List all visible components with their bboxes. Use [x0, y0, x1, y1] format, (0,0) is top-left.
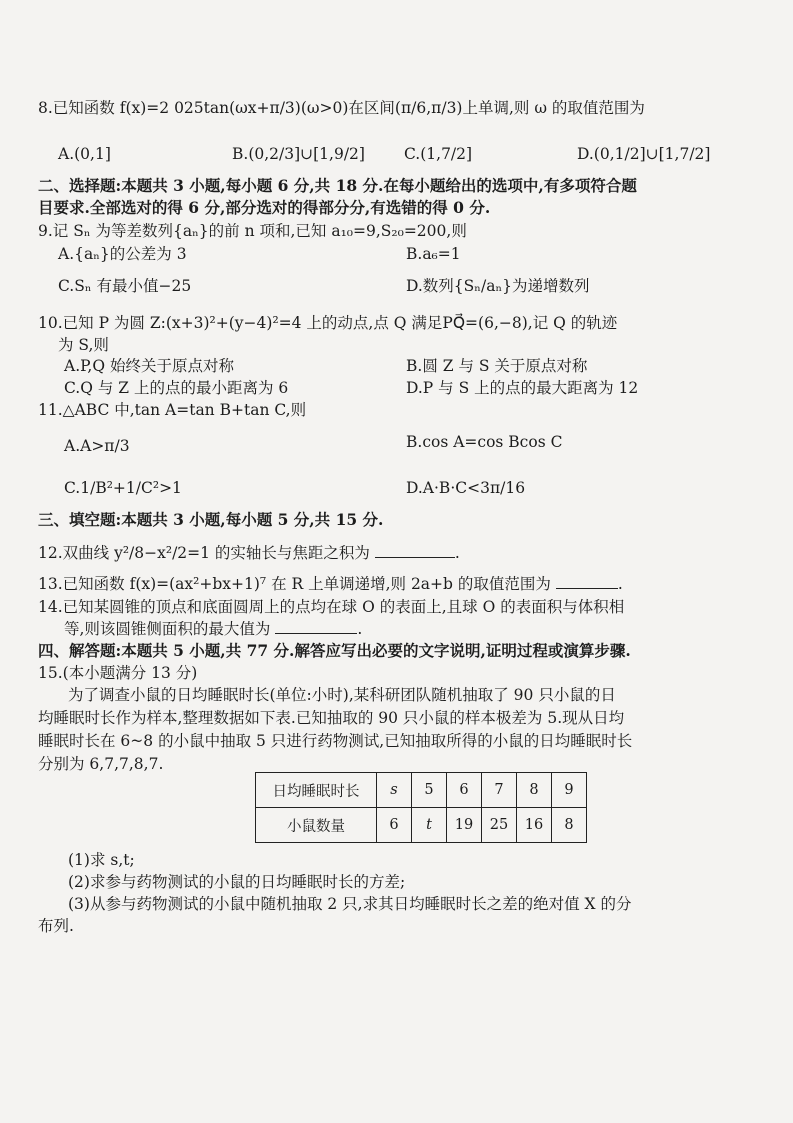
- q10-stem-cont: 为 S,则: [58, 336, 109, 354]
- table-cell: 16: [517, 808, 552, 843]
- table-cell: 6: [447, 773, 482, 808]
- q9-option-d: D.数列{Sₙ/aₙ}为递增数列: [406, 277, 590, 295]
- q8-option-c: C.(1,7/2]: [404, 145, 473, 163]
- q15-subquestion-1: (1)求 s,t;: [68, 851, 135, 869]
- table-header-mouse-count: 小鼠数量: [256, 808, 377, 843]
- table-cell: s: [377, 773, 412, 808]
- q15-paragraph-line1: 为了调查小鼠的日均睡眠时长(单位:小时),某科研团队随机抽取了 90 只小鼠的日: [68, 686, 616, 704]
- table-cell: 7: [482, 773, 517, 808]
- q14-period: .: [357, 620, 363, 638]
- q12-stem: [38, 543, 460, 563]
- table-cell: 8: [517, 773, 552, 808]
- table-cell: 6: [377, 808, 412, 843]
- q10-option-c: C.Q 与 Z 上的点的最小距离为 6: [64, 379, 289, 397]
- q15-subquestion-2: (2)求参与药物测试的小鼠的日均睡眠时长的方差;: [68, 873, 406, 891]
- q11-option-a: A.A>π/3: [64, 437, 130, 455]
- table-row: [256, 773, 587, 808]
- q10-option-b: B.圆 Z 与 S 关于原点对称: [406, 357, 588, 375]
- table-row: [256, 808, 587, 843]
- table-cell: 5: [412, 773, 447, 808]
- q12-period: .: [454, 544, 460, 562]
- section3-heading: 三、填空题:本题共 3 小题,每小题 5 分,共 15 分.: [38, 510, 384, 529]
- q15-subquestion-3-cont: 布列.: [38, 917, 74, 935]
- q15-paragraph-line2: 均睡眠时长作为样本,整理数据如下表.已知抽取的 90 只小鼠的样本极差为 5.现从日均: [38, 709, 625, 727]
- q14-text: 等,则该圆锥侧面积的最大值为: [64, 620, 271, 638]
- q12-answer-blank: [375, 543, 455, 558]
- q10-stem: 10.已知 P 为圆 Z:(x+3)²+(y−4)²=4 上的动点,点 Q 满足PQ⃗=(6,−8),记 Q 的轨迹: [38, 314, 618, 332]
- q8-option-b: B.(0,2/3]∪[1,9/2]: [232, 145, 365, 163]
- table-header-sleep-hours: 日均睡眠时长: [256, 773, 377, 808]
- q14-answer-blank: [275, 619, 357, 634]
- table-cell: 9: [552, 773, 587, 808]
- q9-option-a: A.{aₙ}的公差为 3: [58, 245, 187, 263]
- q8-option-a: A.(0,1]: [58, 145, 111, 163]
- q15-paragraph-line3: 睡眠时长在 6~8 的小鼠中抽取 5 只进行药物测试,已知抽取所得的小鼠的日均睡眠时长: [38, 732, 633, 750]
- q13-text: 13.已知函数 f(x)=(ax²+bx+1)⁷ 在 R 上单调递增,则 2a+b 的取值范围为: [38, 575, 551, 593]
- q10-option-a: A.P,Q 始终关于原点对称: [64, 357, 234, 375]
- q13-stem: [38, 574, 623, 594]
- q8-stem: 8.已知函数 f(x)=2 025tan(ωx+π/3)(ω>0)在区间(π/6,π/3)上单调,则 ω 的取值范围为: [38, 99, 645, 117]
- q15-heading: 15.(本小题满分 13 分): [38, 664, 198, 682]
- q12-text: 12.双曲线 y²/8−x²/2=1 的实轴长与焦距之积为: [38, 544, 370, 562]
- section2-heading: 二、选择题:本题共 3 小题,每小题 6 分,共 18 分.在每小题给出的选项中,有多项符合题: [38, 176, 637, 195]
- table-cell: t: [412, 808, 447, 843]
- q9-option-c: C.Sₙ 有最小值−25: [58, 277, 192, 295]
- q8-option-d: D.(0,1/2]∪[1,7/2]: [577, 145, 711, 163]
- q11-option-c: C.1/B²+1/C²>1: [64, 479, 182, 497]
- q9-option-b: B.a₆=1: [406, 245, 461, 263]
- q14-stem-cont: [64, 619, 362, 639]
- q14-stem: 14.已知某圆锥的顶点和底面圆周上的点均在球 O 的表面上,且球 O 的表面积与体积相: [38, 598, 625, 616]
- q13-period: .: [617, 575, 623, 593]
- table-cell: 25: [482, 808, 517, 843]
- section4-heading: 四、解答题:本题共 5 小题,共 77 分.解答应写出必要的文字说明,证明过程或演算步骤.: [38, 641, 631, 660]
- table-cell: 19: [447, 808, 482, 843]
- section2-heading-cont: 目要求.全部选对的得 6 分,部分选对的得部分分,有选错的得 0 分.: [38, 198, 491, 217]
- q9-stem: 9.记 Sₙ 为等差数列{aₙ}的前 n 项和,已知 a₁₀=9,S₂₀=200,则: [38, 222, 467, 240]
- q11-option-b: B.cos A=cos Bcos C: [406, 433, 563, 451]
- sleep-data-table: [255, 772, 587, 843]
- q11-option-d: D.A·B·C<3π/16: [406, 479, 526, 497]
- q10-option-d: D.P 与 S 上的点的最大距离为 12: [406, 379, 639, 397]
- q13-answer-blank: [556, 574, 618, 589]
- table-cell: 8: [552, 808, 587, 843]
- q11-stem: 11.△ABC 中,tan A=tan B+tan C,则: [38, 401, 307, 419]
- q15-subquestion-3: (3)从参与药物测试的小鼠中随机抽取 2 只,求其日均睡眠时长之差的绝对值 X 的分: [68, 895, 632, 913]
- q15-paragraph-line4: 分别为 6,7,7,8,7.: [38, 755, 164, 773]
